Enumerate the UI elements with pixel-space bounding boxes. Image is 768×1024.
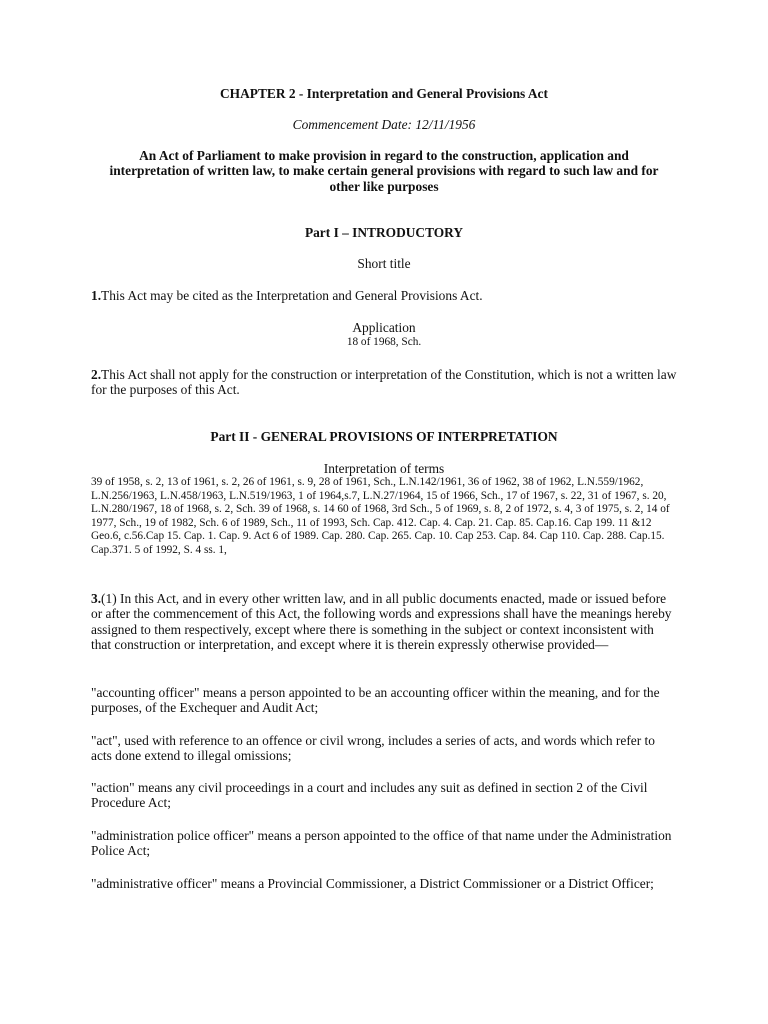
long-title: An Act of Parliament to make provision in regard to the construction, application and interpretation of written law, to make certain general provisions with regard to such law and for other like purposes: [109, 148, 659, 194]
section-3: [91, 591, 677, 653]
section-1: [91, 288, 677, 303]
section-1-number: 1.: [91, 288, 102, 303]
short-title-heading: Short title: [357, 256, 411, 271]
definition-action: "action" means any civil proceedings in a court and includes any suit as defined in section 2 of the Civil Procedure Act;: [91, 780, 648, 811]
section-2: [91, 367, 677, 398]
definition-accounting-officer: "accounting officer" means a person appointed to be an accounting officer within the meaning, and for the purposes, of the Exchequer and Audit Act;: [91, 685, 660, 716]
commencement-date: Commencement Date: 12/11/1956: [292, 117, 476, 132]
terms-references: 39 of 1958, s. 2, 13 of 1961, s. 2, 26 of 1961, s. 9, 28 of 1961, Sch., L.N.142/1961, 36 of 1962, 38 of 1962, L.N.559/1962, L.N.256/1963, L.N.458/1963, L.N.519/1963, 1 of 1964,s.7, L.N.27/1964, 15 of 1966, Sch., 17 of 1967, s. 22, 31 of 1967, s. 20, L.N.280/1967, 18 of 1968, s. 2, Sch. 39 of 1968, s. 14 60 of 1968, 3rd Sch., 5 of 1969, s. 8, 2 of 1972, s. 4, 3 of 1975, s. 2, 14 of 1977, Sch., 19 of 1982, Sch. 6 of 1989, Sch., 11 of 1993, Sch. Cap. 412. Cap. 4. Cap. 21. Cap. 85. Cap.16. Cap 199. 11 &12 Geo.6, c.56.Cap 15. Cap. 1. Cap. 9. Act 6 of 1989. Cap. 280. Cap. 265. Cap. 10. Cap 253. Cap. 84. Cap 110. Cap. 288. Cap.15. Cap.371. 5 of 1992, S. 4 ss. 1,: [91, 476, 670, 556]
part-2-heading: Part II - GENERAL PROVISIONS OF INTERPRETATION: [210, 429, 558, 444]
application-reference: 18 of 1968, Sch.: [346, 336, 422, 348]
definition-administration-police-officer: "administration police officer" means a person appointed to the office of that name under the Administration Police Act;: [91, 828, 672, 859]
section-3-text: (1) In this Act, and in every other written law, and in all public documents enacted, made or issued before or after the commencement of this Act, the following words and expressions shall have the meanings hereby assigned to them respectively, except where there is something in the subject or context inconsistent with that construction or interpretation, and except where it is therein expressly otherwise provided—: [91, 591, 672, 653]
section-2-text: This Act shall not apply for the construction or interpretation of the Constitution, which is not a written law for the purposes of this Act.: [91, 367, 677, 398]
definition-administrative-officer: "administrative officer" means a Provincial Commissioner, a District Commissioner or a District Officer;: [91, 876, 654, 891]
section-2-number: 2.: [91, 367, 102, 382]
definition-act: "act", used with reference to an offence or civil wrong, includes a series of acts, and words which refer to acts done extend to illegal omissions;: [91, 733, 655, 764]
chapter-title: CHAPTER 2 - Interpretation and General Provisions Act: [220, 86, 548, 101]
section-1-text: This Act may be cited as the Interpretation and General Provisions Act.: [101, 288, 483, 303]
section-3-number: 3.: [91, 591, 102, 606]
application-heading: Application: [352, 320, 416, 335]
part-1-heading: Part I – INTRODUCTORY: [304, 225, 464, 240]
terms-heading: Interpretation of terms: [323, 461, 445, 476]
